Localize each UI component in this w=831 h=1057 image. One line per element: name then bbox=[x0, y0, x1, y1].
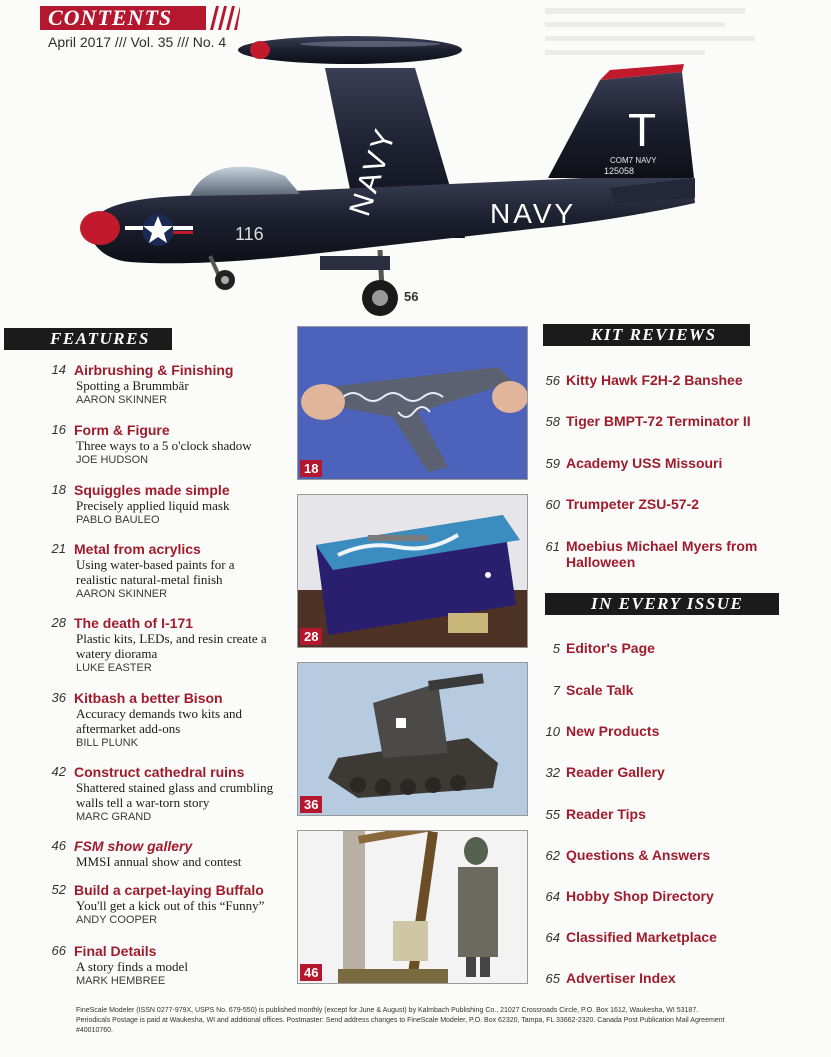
feature-page: 14 bbox=[51, 362, 66, 377]
feature-author: LUKE EASTER bbox=[76, 662, 152, 674]
feature-page: 66 bbox=[51, 943, 66, 958]
kit-review-page: 60 bbox=[545, 497, 560, 512]
feature-title[interactable]: Squiggles made simple bbox=[74, 482, 230, 498]
feature-title[interactable]: Final Details bbox=[74, 943, 157, 959]
publication-notice-line1: FineScale Modeler (ISSN 0277-979X, USPS No. 679-550) is published monthly (except for June & August) by Kalmbach Publishing Co., 21027 Crossroads Circle, P.O. Box 1612, Waukesha, WI 53187. bbox=[76, 1007, 699, 1014]
kit-review-page: 58 bbox=[545, 414, 560, 429]
feature-desc: Precisely applied liquid mask bbox=[76, 498, 230, 513]
feature-title[interactable]: Metal from acrylics bbox=[74, 541, 201, 557]
kit-review-title[interactable]: Trumpeter ZSU-57-2 bbox=[566, 496, 700, 512]
feature-desc-block bbox=[76, 631, 271, 676]
feature-desc: Using water-based paints for a realistic natural-metal finish bbox=[76, 557, 235, 587]
fuselage-number: 116 bbox=[235, 224, 264, 244]
feature-author: BILL PLUNK bbox=[76, 737, 138, 749]
every-issue-title[interactable]: Advertiser Index bbox=[566, 970, 676, 986]
every-issue-title[interactable]: Scale Talk bbox=[566, 682, 634, 698]
feature-desc: You'll get a kick out of this “Funny” bbox=[76, 898, 265, 913]
every-issue-title[interactable]: Reader Tips bbox=[566, 806, 646, 822]
photo-page-badge: 18 bbox=[300, 460, 322, 477]
every-issue-page: 65 bbox=[545, 971, 560, 986]
feature-desc: Accuracy demands two kits and aftermarket add-ons bbox=[76, 706, 243, 736]
feature-desc-block bbox=[76, 780, 286, 825]
kit-review-page: 59 bbox=[545, 456, 560, 471]
contents-banner: CONTENTS bbox=[40, 6, 206, 30]
every-issue-page: 7 bbox=[552, 683, 560, 698]
feature-page: 16 bbox=[51, 422, 66, 437]
feature-desc-block bbox=[76, 854, 291, 869]
feature-desc: Three ways to a 5 o'clock shadow bbox=[76, 438, 252, 453]
feature-author: AARON SKINNER bbox=[76, 588, 168, 600]
feature-title[interactable]: Build a carpet-laying Buffalo bbox=[74, 882, 264, 898]
feature-author: MARK HEMBREE bbox=[76, 975, 166, 987]
feature-page: 28 bbox=[51, 615, 66, 630]
feature-author: PABLO BAULEO bbox=[76, 514, 160, 526]
hero-page-ref: 56 bbox=[404, 289, 419, 304]
photo-page-badge: 46 bbox=[300, 964, 322, 981]
feature-title[interactable]: Airbrushing & Finishing bbox=[74, 362, 234, 378]
tail-serial: 125058 bbox=[604, 166, 635, 176]
every-issue-page: 5 bbox=[552, 641, 560, 656]
feature-desc: MMSI annual show and contest bbox=[76, 854, 242, 869]
photo-squiggles[interactable] bbox=[297, 326, 528, 480]
feature-desc-block bbox=[76, 438, 291, 468]
feature-page: 21 bbox=[51, 541, 66, 556]
every-issue-page: 62 bbox=[545, 848, 560, 863]
feature-desc-block bbox=[76, 378, 291, 408]
photo-diorama-art bbox=[298, 495, 527, 647]
every-issue-title[interactable]: Classified Marketplace bbox=[566, 929, 717, 945]
photo-page-badge: 36 bbox=[300, 796, 322, 813]
every-issue-title[interactable]: New Products bbox=[566, 723, 660, 739]
kit-review-title[interactable]: Moebius Michael Myers from Halloween bbox=[566, 538, 758, 570]
photo-show-gallery[interactable] bbox=[297, 830, 528, 984]
photo-bison-art bbox=[298, 663, 527, 815]
feature-desc-block bbox=[76, 959, 291, 989]
feature-author: JOE HUDSON bbox=[76, 454, 149, 466]
feature-desc-block bbox=[76, 898, 291, 928]
every-issue-page: 32 bbox=[545, 765, 560, 780]
photo-bison[interactable] bbox=[297, 662, 528, 816]
every-issue-title[interactable]: Editor's Page bbox=[566, 640, 655, 656]
photo-page-badge: 28 bbox=[300, 628, 322, 645]
kit-review-title[interactable]: Kitty Hawk F2H-2 Banshee bbox=[566, 372, 743, 388]
feature-desc: A story finds a model bbox=[76, 959, 188, 974]
issue-line: April 2017 /// Vol. 35 /// No. 4 bbox=[48, 34, 227, 50]
feature-desc-block bbox=[76, 706, 261, 751]
every-issue-title[interactable]: Reader Gallery bbox=[566, 764, 665, 780]
feature-title[interactable]: Construct cathedral ruins bbox=[74, 764, 245, 780]
wing-navy-text: NAVY bbox=[343, 122, 403, 221]
every-issue-heading: IN EVERY ISSUE bbox=[545, 593, 779, 615]
feature-desc-block bbox=[76, 498, 291, 528]
fuselage-navy-text: NAVY bbox=[490, 198, 577, 229]
feature-desc: Plastic kits, LEDs, and resin create a watery diorama bbox=[76, 631, 267, 661]
feature-author: ANDY COOPER bbox=[76, 914, 158, 926]
photo-diorama[interactable] bbox=[297, 494, 528, 648]
feature-title[interactable]: Kitbash a better Bison bbox=[74, 690, 223, 706]
feature-desc: Spotting a Brummbär bbox=[76, 378, 189, 393]
every-issue-page: 55 bbox=[545, 807, 560, 822]
photo-squiggles-art bbox=[298, 327, 527, 479]
feature-desc-block bbox=[76, 557, 266, 602]
feature-page: 36 bbox=[51, 690, 66, 705]
banner-stripes bbox=[208, 6, 240, 30]
kit-review-title[interactable]: Academy USS Missouri bbox=[566, 455, 723, 471]
tail-letter: T bbox=[628, 104, 657, 156]
kit-review-page: 61 bbox=[545, 539, 560, 554]
kit-review-title[interactable]: Tiger BMPT-72 Terminator II bbox=[566, 413, 751, 429]
feature-title[interactable]: The death of I-171 bbox=[74, 615, 194, 631]
tail-serial-top: COM7 NAVY bbox=[610, 156, 657, 165]
hero-aircraft-image bbox=[70, 28, 710, 328]
feature-page: 52 bbox=[51, 882, 66, 897]
publication-notice-line2: Periodicals Postage is paid at Waukesha, WI and additional offices. Postmaster: Send address changes to FineScale Modeler, P.O. Box 62320, Tampa, FL 33662-2320. Canada Post Publication Mail Agreement #40010760. bbox=[76, 1017, 725, 1034]
every-issue-page: 10 bbox=[545, 724, 560, 739]
every-issue-page: 64 bbox=[545, 889, 560, 904]
feature-page: 42 bbox=[51, 764, 66, 779]
kit-reviews-heading: KIT REVIEWS bbox=[543, 324, 750, 346]
feature-author: AARON SKINNER bbox=[76, 394, 168, 406]
photo-show-gallery-art bbox=[298, 831, 527, 983]
every-issue-title[interactable]: Questions & Answers bbox=[566, 847, 711, 863]
every-issue-page: 64 bbox=[545, 930, 560, 945]
features-heading: FEATURES bbox=[4, 328, 172, 350]
feature-desc: Shattered stained glass and crumbling walls tell a war-torn story bbox=[76, 780, 274, 810]
feature-page: 46 bbox=[51, 838, 66, 853]
feature-author: MARC GRAND bbox=[76, 811, 152, 823]
feature-title[interactable]: Form & Figure bbox=[74, 422, 170, 438]
kit-review-page: 56 bbox=[545, 373, 560, 388]
every-issue-title[interactable]: Hobby Shop Directory bbox=[566, 888, 714, 904]
feature-page: 18 bbox=[51, 482, 66, 497]
feature-title[interactable]: FSM show gallery bbox=[74, 838, 193, 854]
publication-notice bbox=[76, 1006, 756, 1036]
